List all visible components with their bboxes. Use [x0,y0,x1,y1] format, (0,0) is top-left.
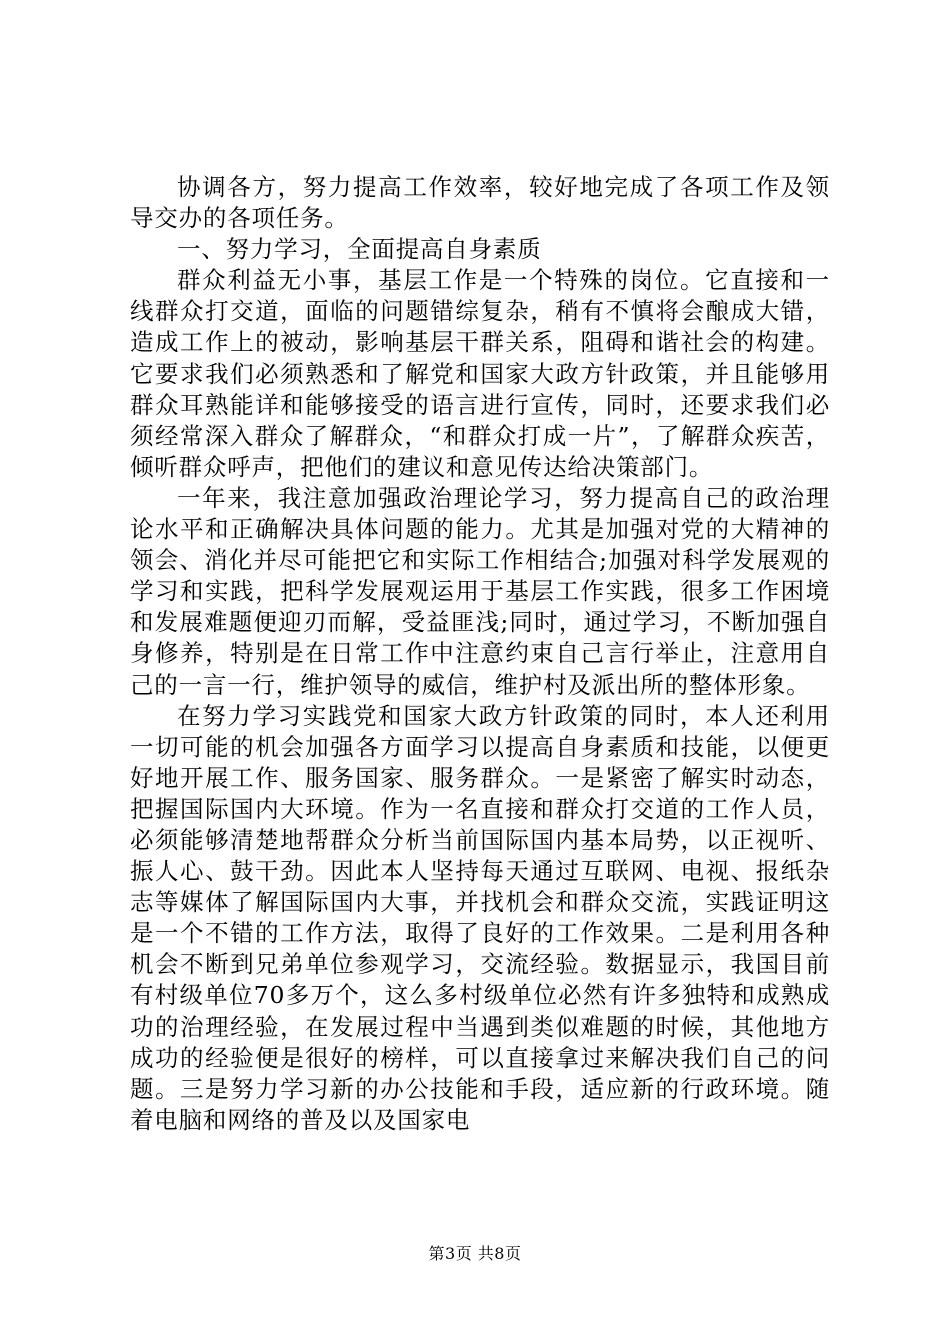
page-number-footer: 第3页 共8页 [428,1244,522,1263]
paragraph-skills-learning: 在努力学习实践党和国家大政方针政策的同时，本人还利用一切可能的机会加强各方面学习以提高自身素质和技能，以便更好地开展工作、服务国家、服务群众。一是紧密了解实时动态，把握国际国内大环境。作为一名直接和群众打交道的工作人员，必须能够清楚地帮群众分析当前国际国内基本局势，以正视听、振人心、鼓干劲。因此本人坚持每天通过互联网、电视、报纸杂志等媒体了解国际国内大事，并找机会和群众交流，实践证明这是一个不错的工作方法，取得了良好的工作效果。二是利用各种机会不断到兄弟单位参观学习，交流经验。数据显示，我国目前有村级单位70多万个，这么多村级单位必然有许多独特和成熟成功的治理经验，在发展过程中当遇到类似难题的时候，其他地方成功的经验便是很好的榜样，可以直接拿过来解决我们自己的问题。三是努力学习新的办公技能和手段，适应新的行政环境。随着电脑和网络的普及以及国家电 [130,701,830,1134]
paragraph-grassroots-work: 群众利益无小事，基层工作是一个特殊的岗位。它直接和一线群众打交道，面临的问题错综复杂，稍有不慎将会酿成大错，造成工作上的被动，影响基层干群关系，阻碍和谐社会的构建。它要求我们必须熟悉和了解党和国家大政方针政策，并且能够用群众耳熟能详和能够接受的语言进行宣传，同时，还要求我们必须经常深入群众了解群众，“和群众打成一片”，了解群众疾苦，倾听群众呼声，把他们的建议和意见传达给决策部门。 [130,266,830,481]
paragraph-political-study: 一年来，我注意加强政治理论学习，努力提高自己的政治理论水平和正确解决具体问题的能力。尤其是加强对党的大精神的领会、消化并尽可能把它和实际工作相结合;加强对科学发展观的学习和实践，把科学发展观运用于基层工作实践，很多工作困境和发展难题便迎刃而解，受益匪浅;同时，通过学习，不断加强自身修养，特别是在日常工作中注意约束自己言行举止，注意用自己的一言一行，维护领导的威信，维护村及派出所的整体形象。 [130,483,830,699]
paragraph-continuation: 协调各方，努力提高工作效率，较好地完成了各项工作及领导交办的各项任务。 [130,173,830,233]
document-body [130,172,830,1136]
section-heading: 一、努力学习，全面提高自身素质 [177,235,542,264]
